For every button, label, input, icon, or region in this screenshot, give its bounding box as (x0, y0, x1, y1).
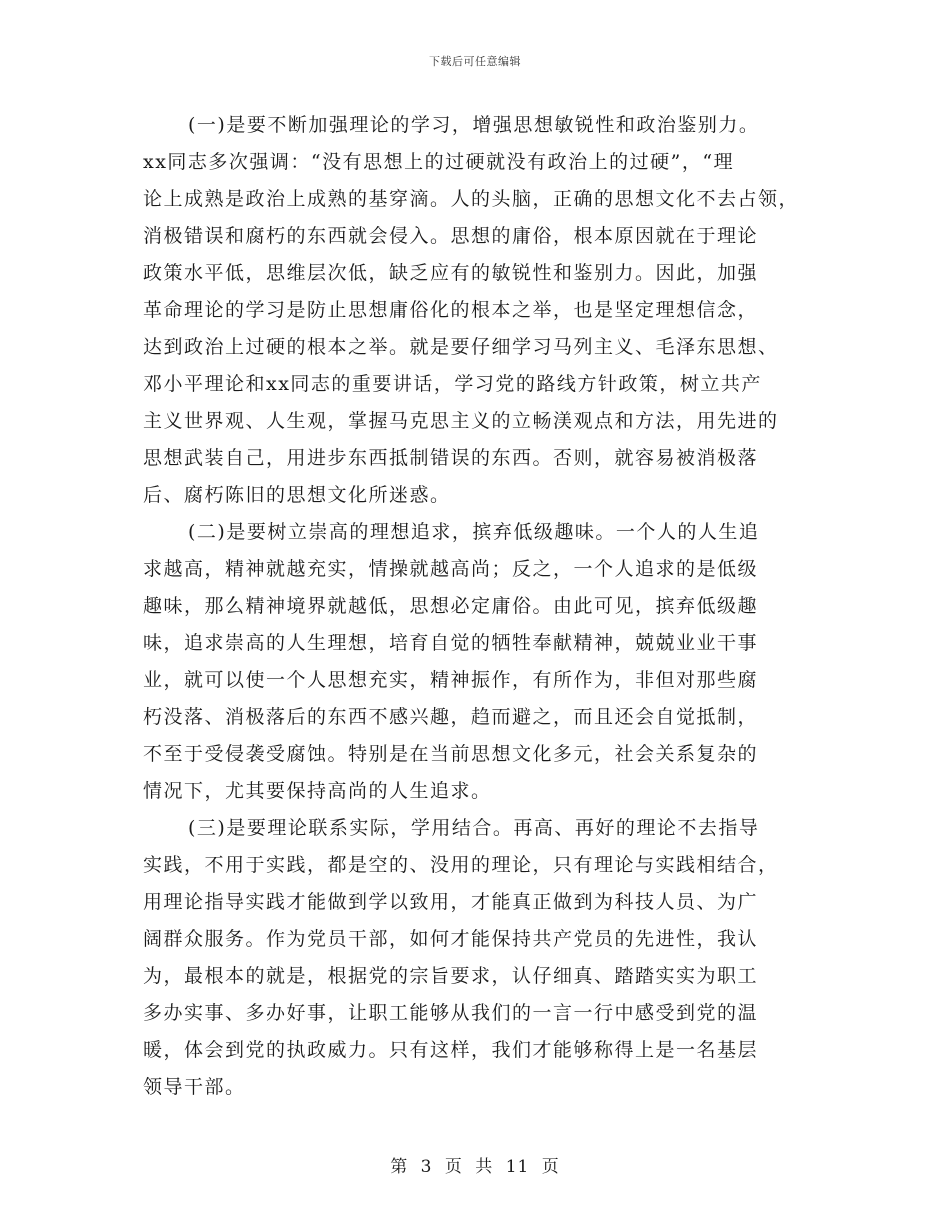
text-line: 政策水平低，思维层次低，缺乏应有的敏锐性和鉴别力。因此，加强 (143, 262, 759, 284)
text-line: 后、腐朽陈旧的思想文化所迷惑。 (143, 484, 451, 506)
page-number-footer (0, 1152, 950, 1177)
text-line: 阔群众服务。作为党员干部，如何才能保持共产党员的先进性，我认 (143, 928, 759, 950)
text-line: 趣味，那么精神境界就越低，思想必定庸俗。由此可见，摈弃低级趣 (143, 595, 759, 617)
paragraph-3 (143, 815, 823, 1111)
text-line: 用理论指导实践才能做到学以致用，才能真正做到为科技人员、为广 (143, 891, 759, 913)
text-line: 革命理论的学习是防止思想庸俗化的根本之举，也是坚定理想信念， (143, 299, 759, 321)
footer-page-unit: 页 (444, 1157, 463, 1177)
text-line: 消极错误和腐朽的东西就会侵入。思想的庸俗，根本原因就在于理论 (143, 225, 759, 247)
text-line: (二)是要树立崇高的理想追求，摈弃低级趣味。一个人的人生追 (188, 521, 760, 543)
text-line: (一)是要不断加强理论的学习，增强思想敏锐性和政治鉴别力。 (188, 114, 760, 136)
page-header: 下载后可任意编辑 (429, 55, 521, 68)
text-line: 主义世界观、人生观，掌握马克思主义的立畅渼观点和方法，用先进的 (143, 410, 779, 432)
text-line: 实践，不用于实践，都是空的、没用的理论，只有理论与实践相结合， (143, 854, 779, 876)
document-body (143, 112, 823, 1111)
paragraph-1 (143, 112, 823, 519)
text-line: 为，最根本的就是，根据党的宗旨要求，认仔细真、踏踏实实为职工 (143, 965, 759, 987)
text-line: 领导干部。 (143, 1076, 246, 1098)
total-page-count: 11 (505, 1157, 530, 1177)
footer-total-unit: 页 (541, 1157, 560, 1177)
text-line: 思想武装自己，用进步东西抵制错误的东西。否则，就容易被消极落 (143, 447, 759, 469)
current-page-number: 3 (420, 1157, 433, 1177)
text-line: 朽没落、消极落后的东西不感兴趣，趋而避之，而且还会自觉抵制， (143, 706, 759, 728)
text-line: 论上成熟是政治上成熟的基穿滴。人的头脑，正确的思想文化不去占领， (143, 188, 800, 210)
text-line: 暖，体会到党的执政威力。只有这样，我们才能够称得上是一名基层 (143, 1039, 759, 1061)
footer-prefix: 第 (390, 1157, 409, 1177)
text-line: xx同志多次强调：“没有思想上的过硬就没有政治上的过硬”，“理 (143, 151, 735, 173)
text-line: 达到政治上过硬的根本之举。就是要仔细学习马列主义、毛泽东思想、 (143, 336, 779, 358)
footer-total-prefix: 共 (475, 1157, 494, 1177)
paragraph-2 (143, 519, 823, 815)
text-line: 味，追求崇高的人生理想，培育自觉的牺牲奉献精神，兢兢业业干事 (143, 632, 759, 654)
text-line: 多办实事、多办好事，让职工能够从我们的一言一行中感受到党的温 (143, 1002, 759, 1024)
text-line: 邓小平理论和xx同志的重要讲话，学习党的路线方针政策，树立共产 (143, 373, 762, 395)
text-line: 情况下，尤其要保持高尚的人生追求。 (143, 780, 492, 802)
text-line: 不至于受侵袭受腐蚀。特别是在当前思想文化多元，社会关系复杂的 (143, 743, 759, 765)
text-line: 业，就可以使一个人思想充实，精神振作，有所作为，非但对那些腐 (143, 669, 759, 691)
text-line: 求越高，精神就越充实，情操就越高尚；反之，一个人追求的是低级 (143, 558, 759, 580)
text-line: (三)是要理论联系实际，学用结合。再高、再好的理论不去指导 (188, 817, 760, 839)
